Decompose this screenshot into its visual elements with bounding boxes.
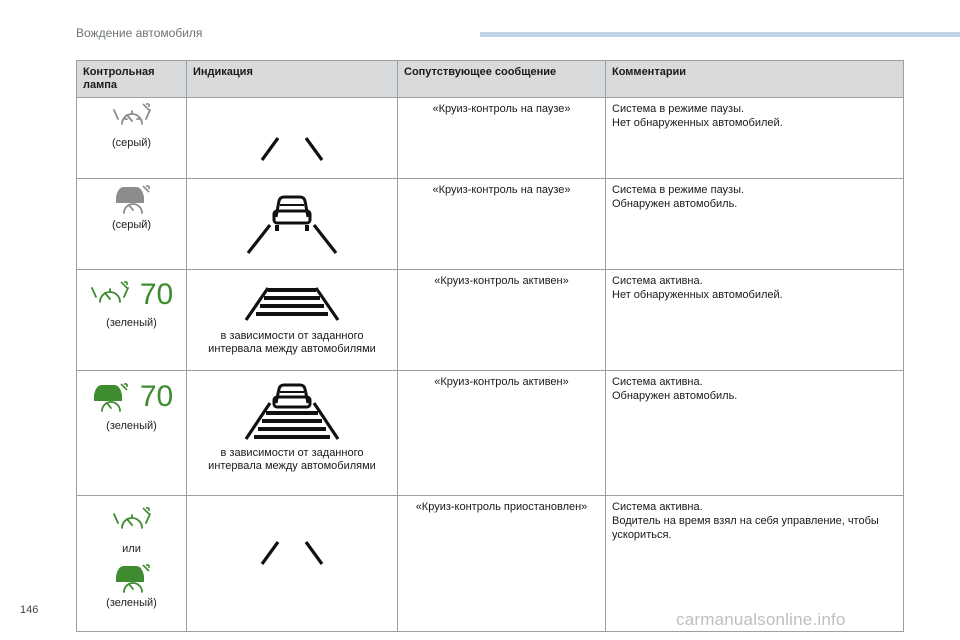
cruise-control-outline-icon: [112, 506, 152, 536]
message-cell: «Круиз-контроль на паузе»: [398, 98, 606, 179]
indication-cell: [187, 371, 398, 496]
lamp-cell: [77, 98, 187, 179]
table-row: [77, 371, 904, 496]
comment-cell: [606, 179, 904, 270]
comment-line: Система в режиме паузы.: [612, 103, 745, 115]
indication-note: в зависимости от заданного интервала между автомобилями: [208, 330, 376, 355]
comment-line: Водитель на время взял на себя управление, чтобы ускориться.: [612, 515, 879, 541]
table-header-row: [77, 61, 904, 98]
lamp-cell: [77, 496, 187, 632]
comment-cell: [606, 270, 904, 371]
indication-cell: [187, 179, 398, 270]
warning-lamp-table: [76, 60, 904, 632]
comment-line: Нет обнаруженных автомобилей.: [612, 289, 783, 301]
indication-cell: [187, 496, 398, 632]
lamp-caption: (серый): [111, 137, 152, 149]
comment-line: Обнаружен автомобиль.: [612, 390, 738, 402]
message-cell: «Круиз-контроль активен»: [398, 371, 606, 496]
lamp-caption: (зеленый): [106, 597, 157, 609]
car-distance-bars-icon: [232, 381, 352, 443]
lamp-cell: [77, 371, 187, 496]
lamp-caption: (зеленый): [106, 317, 157, 329]
indication-note: в зависимости от заданного интервала между автомобилями: [208, 447, 376, 472]
table-row: [77, 98, 904, 179]
car-lane-lines-icon: [232, 187, 352, 261]
comment-line: Обнаружен автомобиль.: [612, 198, 738, 210]
table-row: [77, 179, 904, 270]
lane-lines-icon: [242, 514, 342, 574]
cruise-control-car-icon: [112, 183, 152, 215]
header-accent-bar: [480, 32, 960, 37]
comment-line: Система активна.: [612, 376, 703, 388]
message-cell: «Круиз-контроль приостановлен»: [398, 496, 606, 632]
comment-line: Система активна.: [612, 501, 703, 513]
header-lamp: Контрольная лампа: [77, 61, 187, 98]
cruise-control-outline-icon: [112, 102, 152, 132]
lamp-cell: [77, 179, 187, 270]
message-cell: «Круиз-контроль активен»: [398, 270, 606, 371]
table-row: [77, 270, 904, 371]
comment-line: Нет обнаруженных автомобилей.: [612, 117, 783, 129]
comment-line: Система в режиме паузы.: [612, 184, 745, 196]
lamp-caption: (зеленый): [106, 420, 157, 432]
lane-lines-icon: [242, 110, 342, 170]
message-cell: «Круиз-контроль на паузе»: [398, 179, 606, 270]
cruise-control-car-icon: [112, 562, 152, 594]
lamp-caption: (серый): [111, 219, 152, 231]
indication-cell: [187, 270, 398, 371]
comment-line: Система активна.: [612, 275, 703, 287]
set-speed-value: 70: [139, 380, 174, 413]
cruise-control-outline-icon: [90, 280, 130, 310]
indication-cell: [187, 98, 398, 179]
section-title: Вождение автомобиля: [76, 26, 203, 40]
page-number: 146: [20, 604, 39, 616]
lamp-or-label: или: [122, 543, 141, 555]
header-comments: Комментарии: [606, 61, 904, 98]
header-indication: Индикация: [187, 61, 398, 98]
set-speed-value: 70: [139, 278, 174, 311]
watermark: carmanualsonline.info: [676, 610, 846, 629]
distance-bars-icon: [232, 282, 352, 326]
cruise-control-car-icon: [90, 381, 130, 413]
header-message: Сопутствующее сообщение: [398, 61, 606, 98]
comment-cell: [606, 98, 904, 179]
comment-cell: [606, 371, 904, 496]
lamp-cell: [77, 270, 187, 371]
